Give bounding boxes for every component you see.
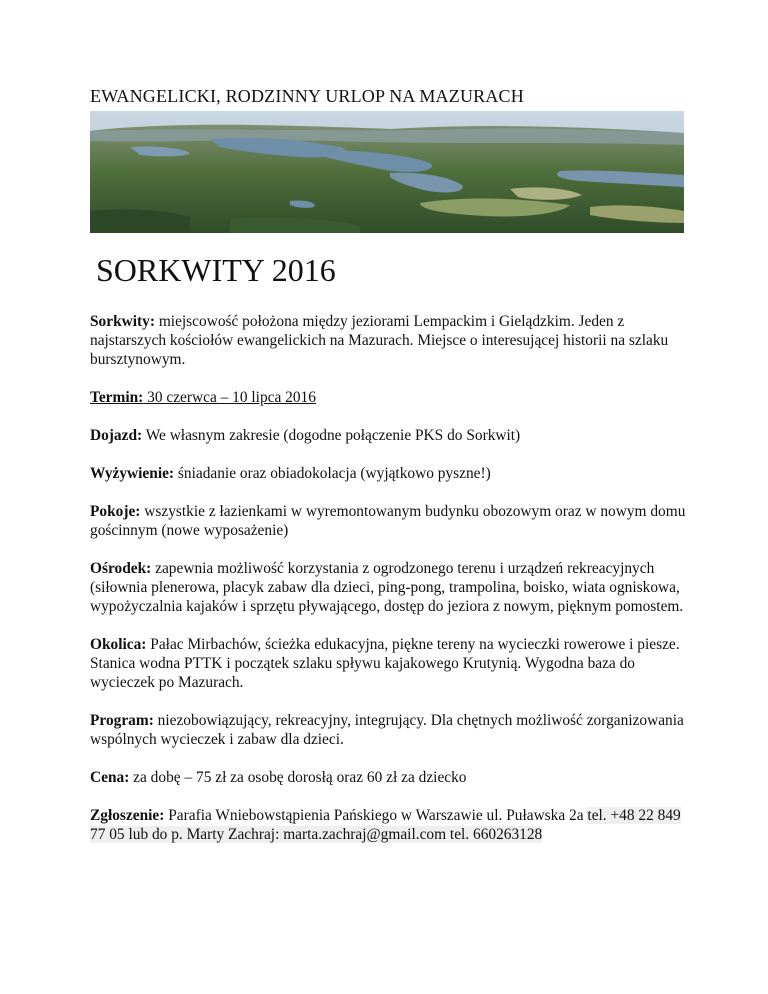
paragraph-text: wszystkie z łazienkami w wyremontowanym budynku obozowym oraz w nowym domu gościnnym (nowe wyposażenie) bbox=[90, 503, 686, 539]
header-title: EWANGELICKI, RODZINNY URLOP NA MAZURACH bbox=[90, 86, 524, 106]
paragraph-label: Ośrodek: bbox=[90, 560, 152, 577]
paragraph-label: Pokoje: bbox=[90, 503, 141, 520]
paragraph-wyzywienie bbox=[90, 464, 690, 483]
paragraph-pokoje bbox=[90, 502, 690, 540]
paragraph-label: Dojazd: bbox=[90, 427, 143, 444]
paragraph-label: Program: bbox=[90, 712, 154, 729]
landscape-photo bbox=[90, 111, 684, 233]
paragraph-text: Parafia Wniebowstąpienia Pańskiego w Warszawie ul. Puławska 2a bbox=[164, 807, 588, 824]
paragraph-program bbox=[90, 711, 690, 749]
paragraph-label: Zgłoszenie: bbox=[90, 807, 165, 824]
contact-info[interactable]: tel. +48 22 849 77 05 lub do p. Marty Zachraj: marta.zachraj@gmail.com tel. 660263128 bbox=[90, 807, 681, 843]
landscape-photo-icon bbox=[90, 111, 684, 233]
document-body bbox=[90, 312, 690, 863]
paragraph-text: Pałac Mirbachów, ścieżka edukacyjna, piękne tereny na wycieczki rowerowe i piesze. Stanica wodna PTTK i początek szlaku spływu kajakowego Krutynią. Wygodna baza do wycieczek po Mazurach. bbox=[90, 636, 680, 691]
paragraph-text: We własnym zakresie (dogodne połączenie PKS do Sorkwit) bbox=[142, 427, 521, 444]
page-title: SORKWITY 2016 bbox=[96, 252, 336, 288]
paragraph-osrodek bbox=[90, 559, 690, 616]
paragraph-text: 30 czerwca – 10 lipca 2016 bbox=[143, 389, 316, 406]
paragraph-label: Sorkwity: bbox=[90, 313, 155, 330]
paragraph-okolica bbox=[90, 635, 690, 692]
paragraph-label: Wyżywienie: bbox=[90, 465, 175, 482]
paragraph-label: Okolica: bbox=[90, 636, 147, 653]
paragraph-sorkwity bbox=[90, 312, 690, 369]
paragraph-termin bbox=[90, 388, 690, 407]
paragraph-text: zapewnia możliwość korzystania z ogrodzonego terenu i urządzeń rekreacyjnych (siłownia plenerowa, placyk zabaw dla dzieci, ping-pong, trampolina, boisko, wiata ogniskowa, wypożyczalnia kajaków i sprzętu pływającego, dostęp do jeziora z nowym, pięknym pomostem. bbox=[90, 560, 684, 615]
paragraph-text: za dobę – 75 zł za osobę dorosłą oraz 60 zł za dziecko bbox=[129, 769, 467, 786]
paragraph-text: miejscowość położona między jeziorami Lempackim i Gielądzkim. Jeden z najstarszych kościołów ewangelickich na Mazurach. Miejsce o interesującej historii na szlaku bursztynowym. bbox=[90, 313, 669, 368]
paragraph-text: śniadanie oraz obiadokolacja (wyjątkowo pyszne!) bbox=[174, 465, 491, 482]
paragraph-dojazd bbox=[90, 426, 690, 445]
paragraph-zgloszenie bbox=[90, 806, 690, 844]
paragraph-label: Cena: bbox=[90, 769, 130, 786]
paragraph-cena bbox=[90, 768, 690, 787]
paragraph-label: Termin: bbox=[90, 389, 144, 406]
paragraph-text: niezobowiązujący, rekreacyjny, integrujący. Dla chętnych możliwość zorganizowania wspólnych wycieczek i zabaw dla dzieci. bbox=[90, 712, 684, 748]
